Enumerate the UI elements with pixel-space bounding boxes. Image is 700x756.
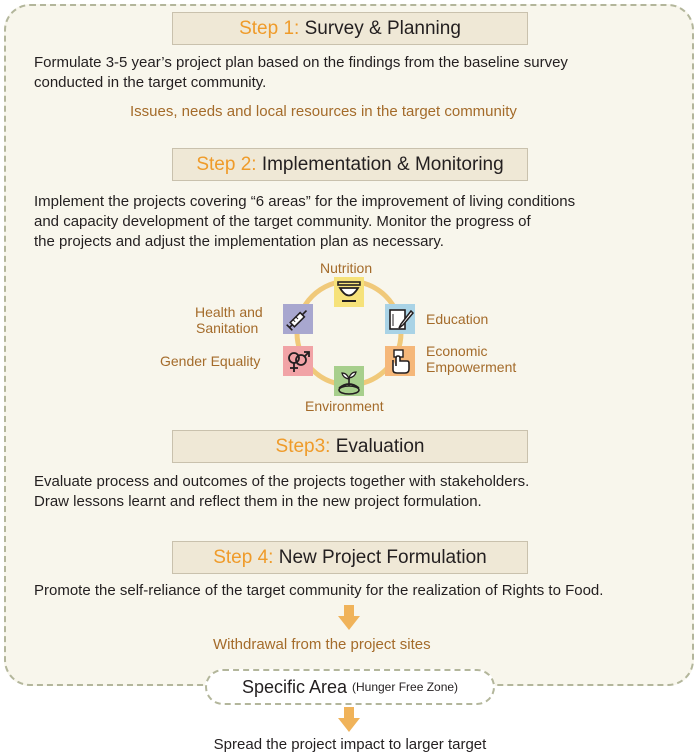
step-1-title: Survey & Planning xyxy=(304,17,461,39)
step-4-note: Withdrawal from the project sites xyxy=(213,636,431,653)
gender-icon xyxy=(283,346,313,376)
step-3-title: Evaluation xyxy=(335,435,425,457)
step-1-text-line-2: conducted in the target community. xyxy=(34,74,267,91)
specific-area-subtitle: (Hunger Free Zone) xyxy=(352,680,459,694)
footer-text: Spread the project impact to larger target xyxy=(213,736,487,753)
step-1-text-line-1: Formulate 3-5 year’s project plan based on the findings from the baseline survey xyxy=(34,54,568,71)
nutrition-icon xyxy=(334,277,364,307)
step-3-text-line-2: Draw lessons learnt and reflect them in the new project formulation. xyxy=(34,493,482,510)
down-arrow-icon xyxy=(338,605,360,631)
step-3-text-line-1: Evaluate process and outcomes of the projects together with stakeholders. xyxy=(34,473,530,490)
gender-label: Gender Equality xyxy=(160,353,261,369)
step-1-note: Issues, needs and local resources in the target community xyxy=(130,103,517,120)
education-label: Education xyxy=(426,311,489,327)
down-arrow-icon xyxy=(338,707,360,733)
step-2-title: Implementation & Monitoring xyxy=(261,153,504,175)
step-4-text-line-1: Promote the self-reliance of the target community for the realization of Rights to Food. xyxy=(34,582,604,599)
nutrition-label: Nutrition xyxy=(320,260,373,276)
step-2-text-line-1: Implement the projects covering “6 areas” for the improvement of living conditions xyxy=(34,193,576,210)
step-3-header xyxy=(172,430,528,463)
environment-icon xyxy=(334,366,364,396)
step-4-title: New Project Formulation xyxy=(278,546,487,568)
economic-icon xyxy=(385,346,415,376)
education-icon xyxy=(385,304,415,334)
specific-area-title: Specific Area xyxy=(241,676,347,697)
step-2-text-line-2: and capacity development of the target community. Monitor the progress of xyxy=(34,213,531,230)
health-label-line-1: Health and xyxy=(195,304,263,320)
economic-label-line-2: Empowerment xyxy=(426,359,517,375)
economic-label-line-1: Economic xyxy=(426,343,488,359)
step-1-number: Step 1: xyxy=(239,17,300,39)
step-3-number: Step3: xyxy=(275,435,331,457)
step-2-text-line-3: the projects and adjust the implementation plan as necessary. xyxy=(34,233,444,250)
step-2-number: Step 2: xyxy=(196,153,257,175)
health-icon xyxy=(283,304,313,334)
step-4-header xyxy=(172,541,528,574)
environment-label: Environment xyxy=(305,398,384,414)
step-4-number: Step 4: xyxy=(213,546,274,568)
specific-area-badge xyxy=(205,669,495,705)
health-label-line-2: Sanitation xyxy=(196,320,259,336)
